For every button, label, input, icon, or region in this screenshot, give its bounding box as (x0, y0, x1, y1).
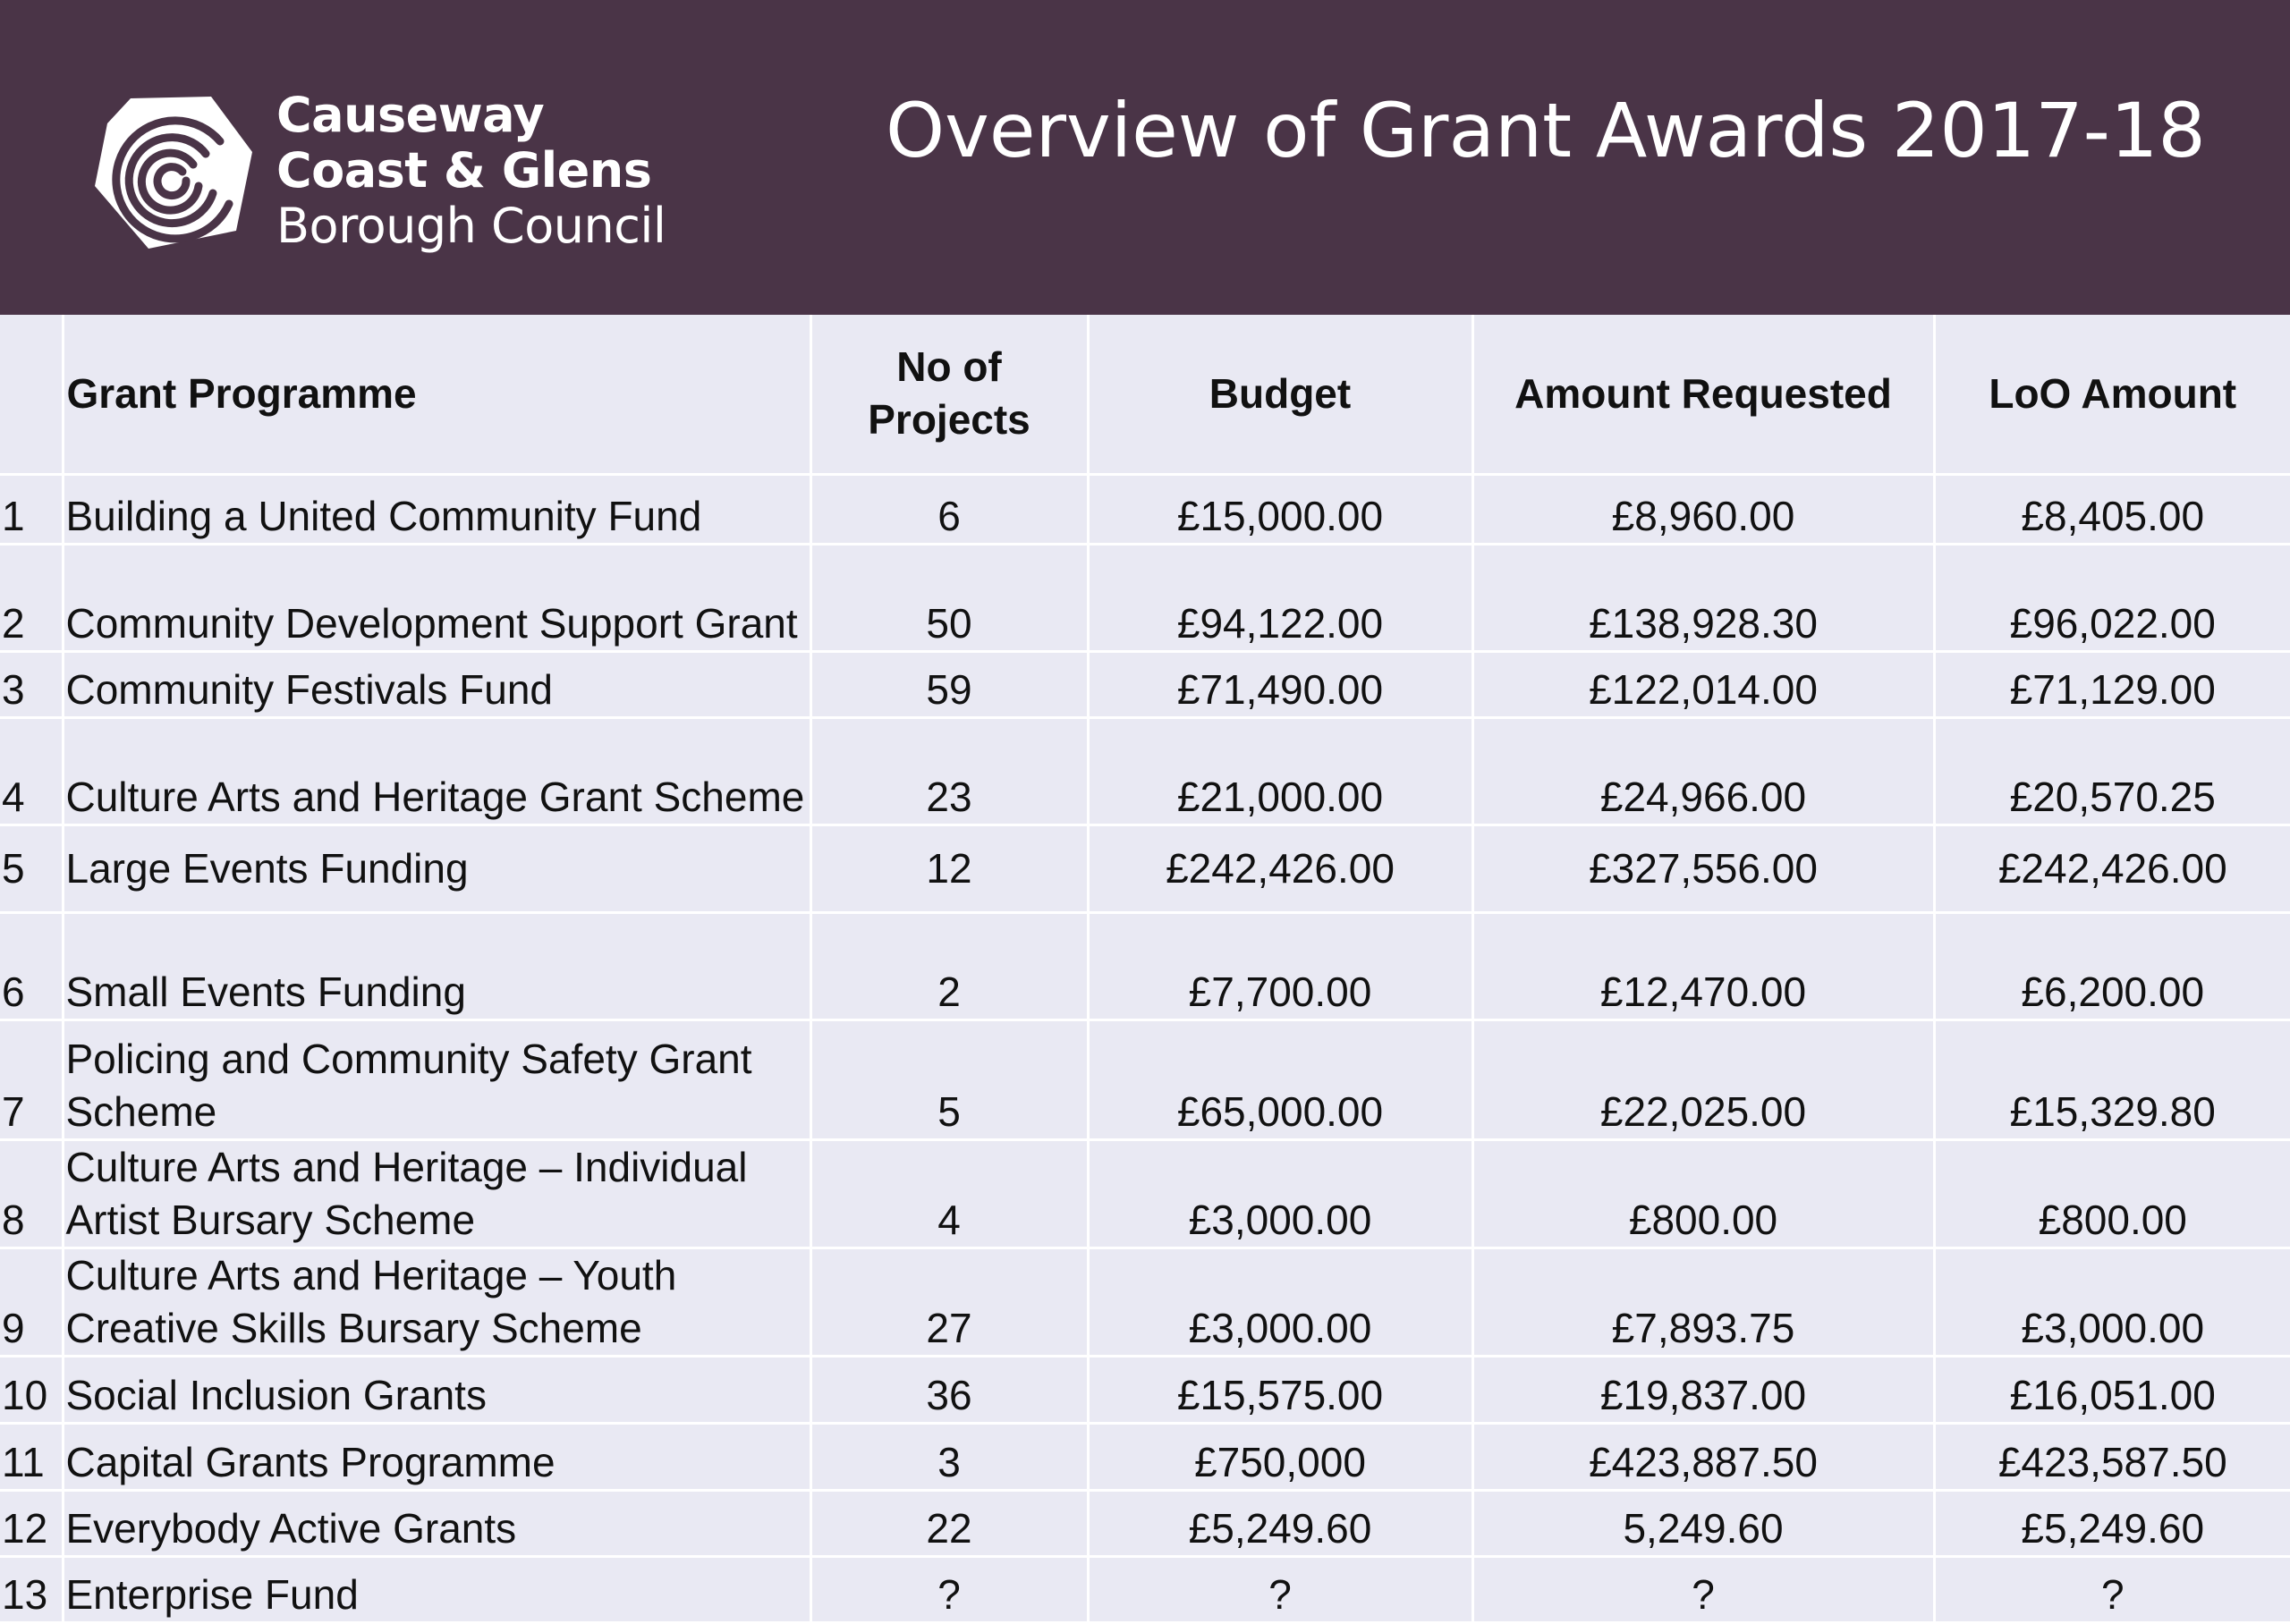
row-number: 10 (0, 1356, 63, 1423)
requested-value: £12,470.00 (1472, 912, 1934, 1019)
programme-name: Policing and Community Safety Grant Scheme (63, 1019, 810, 1139)
budget-value: £65,000.00 (1088, 1019, 1472, 1139)
requested-value: £19,837.00 (1472, 1356, 1934, 1423)
row-number: 6 (0, 912, 63, 1019)
requested-value: £24,966.00 (1472, 717, 1934, 825)
table-row (0, 1248, 2290, 1356)
row-number: 13 (0, 1556, 63, 1622)
loo-value: £423,587.50 (1934, 1423, 2290, 1490)
table-header-row (0, 315, 2290, 474)
budget-value: £750,000 (1088, 1423, 1472, 1490)
programme-name: Building a United Community Fund (63, 474, 810, 544)
table-row (0, 544, 2290, 651)
requested-value: £138,928.30 (1472, 544, 1934, 651)
requested-value: £7,893.75 (1472, 1248, 1934, 1356)
loo-value: ? (1934, 1556, 2290, 1622)
loo-value: £6,200.00 (1934, 912, 2290, 1019)
table-row (0, 1423, 2290, 1490)
loo-value: £16,051.00 (1934, 1356, 2290, 1423)
column-header-number (0, 315, 63, 474)
row-number: 12 (0, 1490, 63, 1556)
projects-count: 27 (810, 1248, 1088, 1356)
budget-value: £15,575.00 (1088, 1356, 1472, 1423)
table-row (0, 1490, 2290, 1556)
programme-name: Social Inclusion Grants (63, 1356, 810, 1423)
table-row (0, 912, 2290, 1019)
council-logo-text (276, 88, 666, 254)
row-number: 7 (0, 1019, 63, 1139)
budget-value: £94,122.00 (1088, 544, 1472, 651)
loo-value: £242,426.00 (1934, 825, 2290, 912)
projects-count: 50 (810, 544, 1088, 651)
requested-value: ? (1472, 1556, 1934, 1622)
requested-value: £327,556.00 (1472, 825, 1934, 912)
budget-value: £21,000.00 (1088, 717, 1472, 825)
projects-count: 23 (810, 717, 1088, 825)
table-row (0, 1019, 2290, 1139)
programme-name: Culture Arts and Heritage – Individual Artist Bursary Scheme (63, 1139, 810, 1248)
projects-count: 12 (810, 825, 1088, 912)
row-number: 4 (0, 717, 63, 825)
row-number: 9 (0, 1248, 63, 1356)
table-row (0, 651, 2290, 717)
budget-value: £15,000.00 (1088, 474, 1472, 544)
column-header-loo: LoO Amount (1934, 315, 2290, 474)
table-row (0, 717, 2290, 825)
projects-count: 3 (810, 1423, 1088, 1490)
loo-value: £71,129.00 (1934, 651, 2290, 717)
budget-value: £7,700.00 (1088, 912, 1472, 1019)
programme-name: Everybody Active Grants (63, 1490, 810, 1556)
projects-count: 6 (810, 474, 1088, 544)
budget-value: £3,000.00 (1088, 1248, 1472, 1356)
projects-count: ? (810, 1556, 1088, 1622)
row-number: 1 (0, 474, 63, 544)
loo-value: £5,249.60 (1934, 1490, 2290, 1556)
budget-value: £242,426.00 (1088, 825, 1472, 912)
programme-name: Small Events Funding (63, 912, 810, 1019)
column-header-requested: Amount Requested (1472, 315, 1934, 474)
row-number: 3 (0, 651, 63, 717)
loo-value: £15,329.80 (1934, 1019, 2290, 1139)
logo-line-3: Borough Council (276, 198, 666, 254)
budget-value: ? (1088, 1556, 1472, 1622)
row-number: 8 (0, 1139, 63, 1248)
table-row (0, 825, 2290, 912)
projects-count: 22 (810, 1490, 1088, 1556)
programme-name: Enterprise Fund (63, 1556, 810, 1622)
projects-count: 4 (810, 1139, 1088, 1248)
requested-value: £22,025.00 (1472, 1019, 1934, 1139)
projects-header-line-2: Projects (868, 396, 1030, 444)
row-number: 5 (0, 825, 63, 912)
requested-value: £423,887.50 (1472, 1423, 1934, 1490)
projects-count: 2 (810, 912, 1088, 1019)
projects-count: 5 (810, 1019, 1088, 1139)
column-header-programme: Grant Programme (63, 315, 810, 474)
spiral-hexagon-icon (95, 97, 252, 249)
programme-name: Culture Arts and Heritage Grant Scheme (63, 717, 810, 825)
budget-value: £5,249.60 (1088, 1490, 1472, 1556)
programme-name: Community Festivals Fund (63, 651, 810, 717)
programme-name: Community Development Support Grant (63, 544, 810, 651)
loo-value: £3,000.00 (1934, 1248, 2290, 1356)
loo-value: £96,022.00 (1934, 544, 2290, 651)
loo-value: £800.00 (1934, 1139, 2290, 1248)
loo-value: £20,570.25 (1934, 717, 2290, 825)
requested-value: £8,960.00 (1472, 474, 1934, 544)
column-header-budget: Budget (1088, 315, 1472, 474)
requested-value: 5,249.60 (1472, 1490, 1934, 1556)
requested-value: £122,014.00 (1472, 651, 1934, 717)
row-number: 11 (0, 1423, 63, 1490)
budget-value: £3,000.00 (1088, 1139, 1472, 1248)
table-row (0, 1556, 2290, 1622)
loo-value: £8,405.00 (1934, 474, 2290, 544)
programme-name: Capital Grants Programme (63, 1423, 810, 1490)
table-row (0, 474, 2290, 544)
column-header-projects (810, 315, 1088, 474)
table-row (0, 1139, 2290, 1248)
grant-awards-table (0, 315, 2290, 1624)
projects-header-line-1: No of (896, 343, 1002, 391)
row-number: 2 (0, 544, 63, 651)
logo-line-2: Coast & Glens (276, 142, 652, 199)
programme-name: Large Events Funding (63, 825, 810, 912)
budget-value: £71,490.00 (1088, 651, 1472, 717)
page-title: Overview of Grant Awards 2017-18 (886, 87, 2206, 174)
projects-count: 36 (810, 1356, 1088, 1423)
table-row (0, 1356, 2290, 1423)
logo-line-1: Causeway (276, 87, 545, 143)
requested-value: £800.00 (1472, 1139, 1934, 1248)
header-banner (0, 0, 2290, 315)
projects-count: 59 (810, 651, 1088, 717)
programme-name: Culture Arts and Heritage – Youth Creative Skills Bursary Scheme (63, 1248, 810, 1356)
